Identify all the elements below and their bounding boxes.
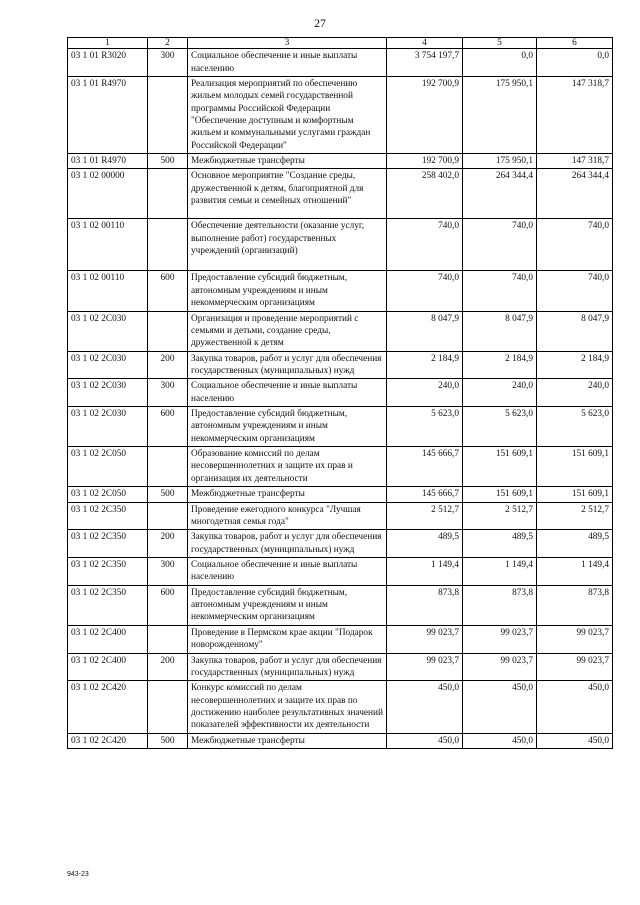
row-value-col6: 873,8 xyxy=(537,585,613,625)
header-col-1: 1 xyxy=(68,38,148,49)
row-code: 03 1 02 2С050 xyxy=(68,447,148,487)
row-value-col4: 145 666,7 xyxy=(387,447,463,487)
row-expense-type: 300 xyxy=(148,49,188,77)
row-value-col6: 0,0 xyxy=(537,49,613,77)
row-name: Предоставление субсидий бюджетным, автономным учреждениям и иным некоммерческим организациям xyxy=(188,585,387,625)
row-value-col4: 240,0 xyxy=(387,379,463,407)
row-name: Закупка товаров, работ и услуг для обеспечения государственных (муниципальных) нужд xyxy=(188,351,387,379)
row-expense-type xyxy=(148,681,188,733)
row-value-col4: 489,5 xyxy=(387,530,463,558)
row-code: 03 1 02 2С350 xyxy=(68,502,148,530)
row-value-col6: 151 609,1 xyxy=(537,447,613,487)
table-row xyxy=(68,311,613,351)
row-expense-type: 300 xyxy=(148,558,188,586)
table-row xyxy=(68,681,613,733)
table-row xyxy=(68,585,613,625)
row-code: 03 1 02 2С350 xyxy=(68,558,148,586)
row-value-col6: 489,5 xyxy=(537,530,613,558)
row-code: 03 1 01 R4970 xyxy=(68,76,148,153)
header-col-6: 6 xyxy=(537,38,613,49)
header-row xyxy=(68,38,613,49)
row-value-col5: 873,8 xyxy=(463,585,537,625)
row-value-col5: 2 184,9 xyxy=(463,351,537,379)
row-value-col4: 450,0 xyxy=(387,733,463,748)
row-value-col5: 99 023,7 xyxy=(463,625,537,653)
row-value-col4: 450,0 xyxy=(387,681,463,733)
row-name: Межбюджетные трансферты xyxy=(188,733,387,748)
row-name: Проведение ежегодного конкурса "Лучшая многодетная семья года" xyxy=(188,502,387,530)
table-row xyxy=(68,76,613,153)
row-value-col5: 151 609,1 xyxy=(463,487,537,502)
row-name: Конкурс комиссий по делам несовершеннолетних и защите их прав по достижению наиболее результативных значений показателей эффективности их деятельности xyxy=(188,681,387,733)
table-row xyxy=(68,625,613,653)
row-value-col4: 145 666,7 xyxy=(387,487,463,502)
header-col-5: 5 xyxy=(463,38,537,49)
row-expense-type: 200 xyxy=(148,351,188,379)
row-value-col5: 740,0 xyxy=(463,271,537,311)
row-value-col4: 740,0 xyxy=(387,219,463,271)
row-value-col4: 258 402,0 xyxy=(387,169,463,219)
row-value-col5: 99 023,7 xyxy=(463,653,537,681)
table-row xyxy=(68,530,613,558)
row-value-col5: 175 950,1 xyxy=(463,154,537,169)
row-value-col6: 450,0 xyxy=(537,733,613,748)
row-name: Реализация мероприятий по обеспечению жильем молодых семей государственной программы Российской Федерации "Обеспечение доступным и комфортным жильем и коммунальными услугами граждан Российской Федерации" xyxy=(188,76,387,153)
row-code: 03 1 02 2С420 xyxy=(68,681,148,733)
document-footer-code: 943-23 xyxy=(67,871,89,878)
row-expense-type: 500 xyxy=(148,154,188,169)
row-name: Организация и проведение мероприятий с семьями и детьми, создание среды, дружественной к детям xyxy=(188,311,387,351)
table-row xyxy=(68,169,613,219)
row-name: Проведение в Пермском крае акции "Подарок новорожденному" xyxy=(188,625,387,653)
row-value-col6: 450,0 xyxy=(537,681,613,733)
budget-table xyxy=(67,37,613,749)
row-value-col6: 147 318,7 xyxy=(537,76,613,153)
row-name: Межбюджетные трансферты xyxy=(188,487,387,502)
row-name: Обеспечение деятельности (оказание услуг, выполнение работ) государственных учреждений (организаций) xyxy=(188,219,387,271)
row-expense-type xyxy=(148,219,188,271)
table-row xyxy=(68,351,613,379)
row-value-col4: 192 700,9 xyxy=(387,76,463,153)
row-value-col6: 1 149,4 xyxy=(537,558,613,586)
row-name: Основное мероприятие "Создание среды, дружественной к детям, благоприятной для развития семьи и семейных отношений" xyxy=(188,169,387,219)
row-value-col5: 450,0 xyxy=(463,681,537,733)
table-row xyxy=(68,379,613,407)
row-expense-type: 500 xyxy=(148,733,188,748)
row-expense-type: 600 xyxy=(148,585,188,625)
row-code: 03 1 01 R3020 xyxy=(68,49,148,77)
table-row xyxy=(68,271,613,311)
row-value-col5: 0,0 xyxy=(463,49,537,77)
table-row xyxy=(68,502,613,530)
table-row xyxy=(68,447,613,487)
row-value-col5: 8 047,9 xyxy=(463,311,537,351)
row-value-col4: 99 023,7 xyxy=(387,653,463,681)
row-value-col5: 264 344,4 xyxy=(463,169,537,219)
row-expense-type: 200 xyxy=(148,530,188,558)
row-value-col6: 740,0 xyxy=(537,271,613,311)
row-value-col5: 175 950,1 xyxy=(463,76,537,153)
row-name: Предоставление субсидий бюджетным, автономным учреждениям и иным некоммерческим организациям xyxy=(188,271,387,311)
row-value-col5: 5 623,0 xyxy=(463,407,537,447)
row-value-col5: 1 149,4 xyxy=(463,558,537,586)
row-code: 03 1 02 2С030 xyxy=(68,407,148,447)
row-code: 03 1 02 2С420 xyxy=(68,733,148,748)
row-code: 03 1 02 2С350 xyxy=(68,530,148,558)
row-value-col4: 740,0 xyxy=(387,271,463,311)
row-expense-type xyxy=(148,502,188,530)
table-row xyxy=(68,154,613,169)
row-expense-type xyxy=(148,311,188,351)
table-row xyxy=(68,219,613,271)
row-value-col6: 264 344,4 xyxy=(537,169,613,219)
row-expense-type xyxy=(148,76,188,153)
header-col-2: 2 xyxy=(148,38,188,49)
row-expense-type xyxy=(148,625,188,653)
table-row xyxy=(68,49,613,77)
row-name: Закупка товаров, работ и услуг для обеспечения государственных (муниципальных) нужд xyxy=(188,530,387,558)
row-value-col5: 740,0 xyxy=(463,219,537,271)
row-expense-type: 600 xyxy=(148,407,188,447)
row-code: 03 1 02 00110 xyxy=(68,271,148,311)
row-value-col5: 450,0 xyxy=(463,733,537,748)
row-value-col5: 489,5 xyxy=(463,530,537,558)
page-number: 27 xyxy=(314,16,326,30)
row-value-col4: 3 754 197,7 xyxy=(387,49,463,77)
row-value-col6: 740,0 xyxy=(537,219,613,271)
row-expense-type: 500 xyxy=(148,487,188,502)
row-expense-type: 300 xyxy=(148,379,188,407)
row-code: 03 1 02 2С400 xyxy=(68,625,148,653)
row-code: 03 1 02 2С030 xyxy=(68,311,148,351)
row-value-col4: 5 623,0 xyxy=(387,407,463,447)
row-value-col4: 8 047,9 xyxy=(387,311,463,351)
row-value-col6: 5 623,0 xyxy=(537,407,613,447)
row-name: Социальное обеспечение и иные выплаты населению xyxy=(188,558,387,586)
row-value-col4: 2 512,7 xyxy=(387,502,463,530)
row-expense-type: 600 xyxy=(148,271,188,311)
row-value-col6: 240,0 xyxy=(537,379,613,407)
row-value-col5: 2 512,7 xyxy=(463,502,537,530)
table-row xyxy=(68,558,613,586)
row-value-col6: 8 047,9 xyxy=(537,311,613,351)
row-expense-type xyxy=(148,447,188,487)
row-value-col4: 192 700,9 xyxy=(387,154,463,169)
row-name: Социальное обеспечение и иные выплаты населению xyxy=(188,379,387,407)
row-value-col4: 99 023,7 xyxy=(387,625,463,653)
row-name: Предоставление субсидий бюджетным, автономным учреждениям и иным некоммерческим организациям xyxy=(188,407,387,447)
row-value-col5: 151 609,1 xyxy=(463,447,537,487)
row-value-col6: 2 184,9 xyxy=(537,351,613,379)
row-value-col6: 99 023,7 xyxy=(537,625,613,653)
table-row xyxy=(68,487,613,502)
row-expense-type xyxy=(148,169,188,219)
row-value-col6: 147 318,7 xyxy=(537,154,613,169)
row-name: Образование комиссий по делам несовершеннолетних и защите их прав и организация их деятельности xyxy=(188,447,387,487)
row-name: Закупка товаров, работ и услуг для обеспечения государственных (муниципальных) нужд xyxy=(188,653,387,681)
header-col-3: 3 xyxy=(188,38,387,49)
row-code: 03 1 01 R4970 xyxy=(68,154,148,169)
row-value-col4: 873,8 xyxy=(387,585,463,625)
table-row xyxy=(68,733,613,748)
row-value-col5: 240,0 xyxy=(463,379,537,407)
row-code: 03 1 02 2С030 xyxy=(68,351,148,379)
row-value-col6: 151 609,1 xyxy=(537,487,613,502)
row-code: 03 1 02 2С030 xyxy=(68,379,148,407)
row-value-col4: 1 149,4 xyxy=(387,558,463,586)
row-name: Межбюджетные трансферты xyxy=(188,154,387,169)
row-name: Социальное обеспечение и иные выплаты населению xyxy=(188,49,387,77)
row-code: 03 1 02 2С350 xyxy=(68,585,148,625)
table-row xyxy=(68,653,613,681)
row-value-col6: 2 512,7 xyxy=(537,502,613,530)
header-col-4: 4 xyxy=(387,38,463,49)
row-value-col4: 2 184,9 xyxy=(387,351,463,379)
row-value-col6: 99 023,7 xyxy=(537,653,613,681)
row-expense-type: 200 xyxy=(148,653,188,681)
table-row xyxy=(68,407,613,447)
row-code: 03 1 02 2С400 xyxy=(68,653,148,681)
row-code: 03 1 02 00000 xyxy=(68,169,148,219)
row-code: 03 1 02 2С050 xyxy=(68,487,148,502)
row-code: 03 1 02 00110 xyxy=(68,219,148,271)
